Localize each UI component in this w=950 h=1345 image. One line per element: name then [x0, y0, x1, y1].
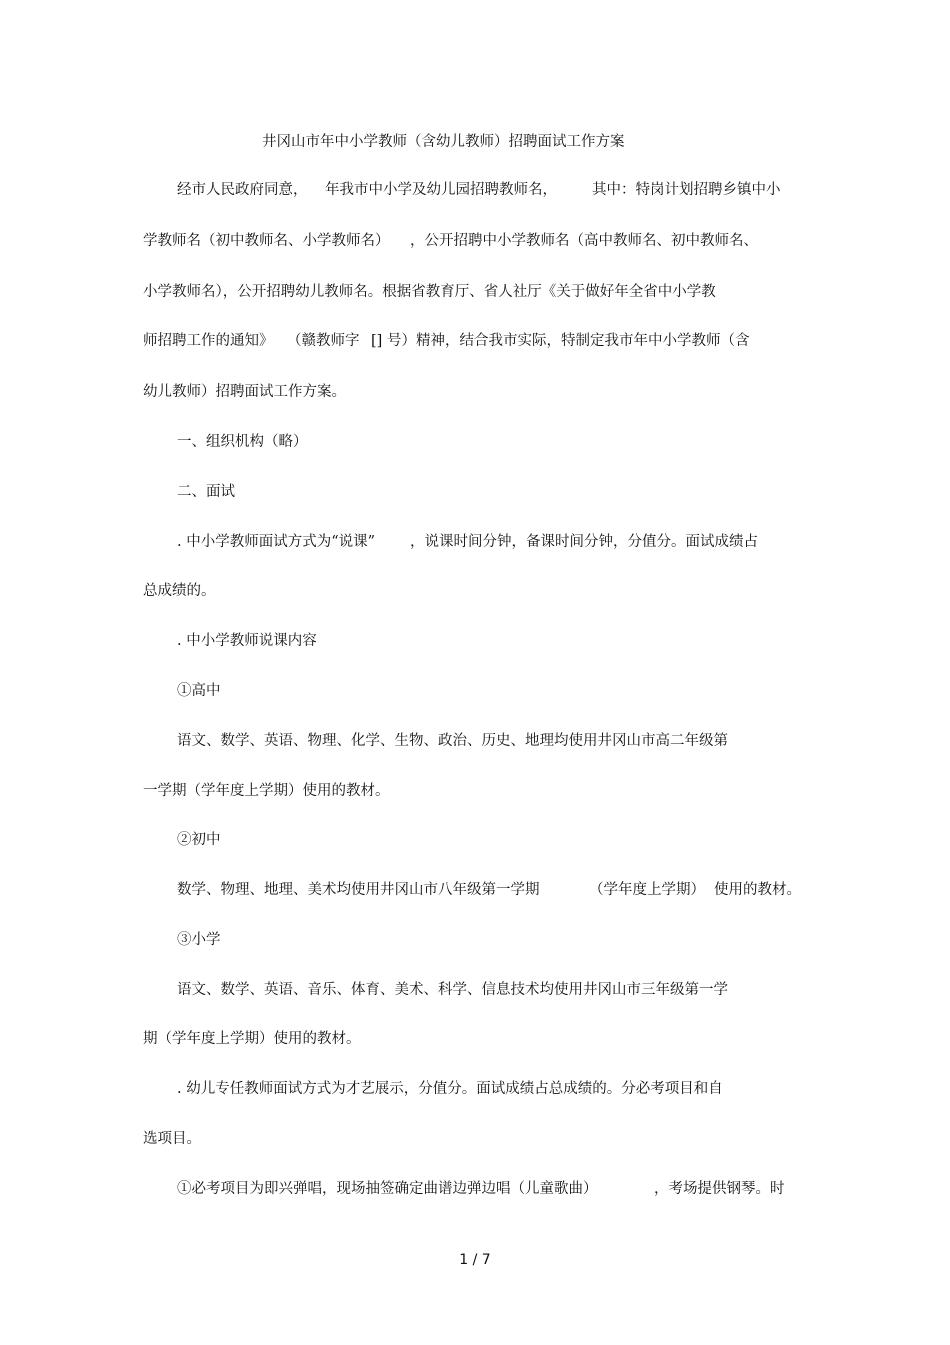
item1-line1-a: . 中小学教师面试方式为“说课”: [177, 534, 376, 550]
p1-line4-a: 师招聘工作的通知》: [143, 333, 274, 349]
middle-school-line-c: 使用的教材。: [714, 882, 801, 898]
item1-line2: 总成绩的。: [143, 583, 216, 599]
primary-school-line2: 期（学年度上学期）使用的教材。: [143, 1031, 361, 1047]
p1-line3: 小学教师名），公开招聘幼儿教师名。根据省教育厅、省人社厅《关于做好年全省中小学教: [143, 284, 716, 300]
item1-line1-b: ，说课时间分钟，备课时间分钟，分值分。面试成绩占: [410, 534, 758, 550]
p1-line2-a: 学教师名（初中教师名、小学教师名）: [143, 233, 390, 249]
page-number: 1 / 7: [459, 1252, 491, 1268]
required-item-line-a: ①必考项目为即兴弹唱，现场抽签确定曲谱边弹边唱（儿童歌曲）: [177, 1181, 598, 1197]
p1-line1-c: 其中：特岗计划招聘乡镇中小: [592, 182, 781, 198]
document-title: 井冈山市年中小学教师（含幼儿教师）招聘面试工作方案: [262, 134, 625, 150]
p1-line4-d: 号）精神，结合我市实际，特制定我市年中小学教师（含: [387, 333, 750, 349]
section-1-heading: 一、组织机构（略）: [177, 434, 308, 450]
high-school-label: ①高中: [177, 683, 221, 699]
primary-school-line1: 语文、数学、英语、音乐、体育、美术、科学、信息技术均使用井冈山市三年级第一学: [177, 982, 728, 998]
p1-line2-b: ，公开招聘中小学教师名（高中教师名、初中教师名、: [410, 233, 758, 249]
high-school-line1: 语文、数学、英语、物理、化学、生物、政治、历史、地理均使用井冈山市高二年级第: [177, 733, 728, 749]
required-item-line-b: ，考场提供钢琴。时: [654, 1181, 785, 1197]
item3-line2: 选项目。: [143, 1131, 201, 1147]
p1-line1-a: 经市人民政府同意，: [177, 182, 308, 198]
primary-school-label: ③小学: [177, 932, 221, 948]
middle-school-line-b: （学年度上学期）: [589, 882, 705, 898]
p1-line4-b: （赣教师字: [287, 333, 360, 349]
p1-line1-b: 年我市中小学及幼儿园招聘教师名，: [325, 182, 557, 198]
middle-school-label: ②初中: [177, 832, 221, 848]
item2-heading: . 中小学教师说课内容: [177, 633, 317, 649]
p1-line4-c: []: [371, 333, 383, 349]
middle-school-line-a: 数学、物理、地理、美术均使用井冈山市八年级第一学期: [177, 882, 540, 898]
p1-line5: 幼儿教师）招聘面试工作方案。: [143, 384, 346, 400]
item3-line1: . 幼儿专任教师面试方式为才艺展示，分值分。面试成绩占总成绩的。分必考项目和自: [177, 1081, 723, 1097]
section-2-heading: 二、面试: [177, 484, 235, 500]
high-school-line2: 一学期（学年度上学期）使用的教材。: [143, 783, 390, 799]
